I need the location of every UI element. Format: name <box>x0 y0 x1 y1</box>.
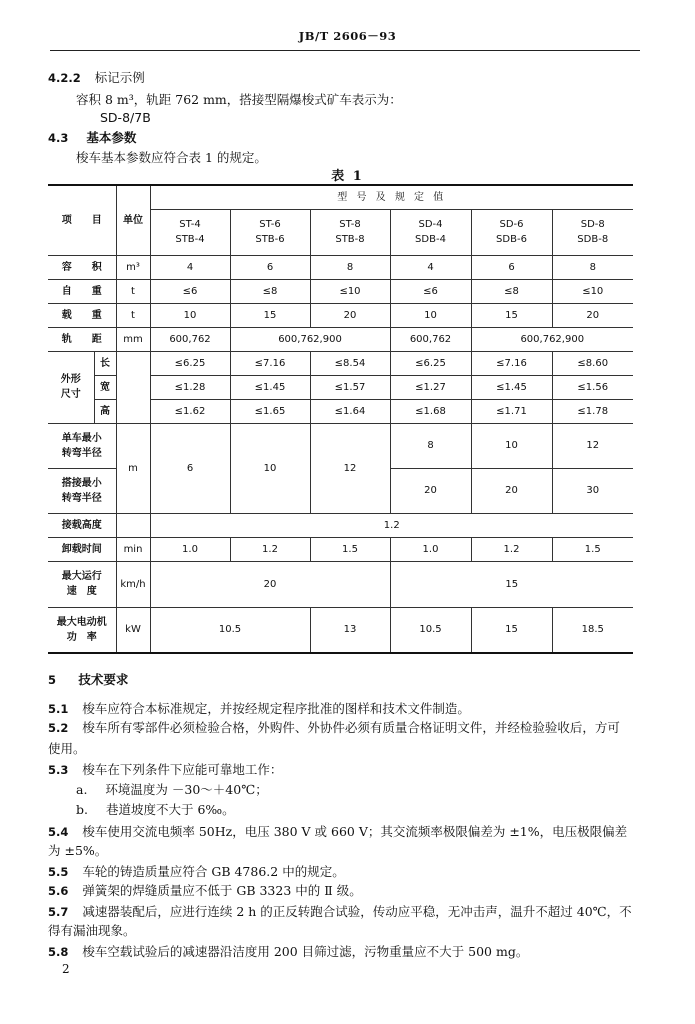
cell: ≤1.78 <box>552 399 633 423</box>
row-label: 自 重 <box>48 279 116 303</box>
parameter-table <box>48 184 633 654</box>
cell: 10.5 <box>150 607 310 653</box>
cell: ≤1.27 <box>390 375 471 399</box>
row-volume <box>48 255 633 279</box>
cell: 600,762,900 <box>471 327 633 351</box>
cell: 12 <box>310 423 390 513</box>
row-unit: m³ <box>116 255 150 279</box>
cell: 10 <box>471 423 552 468</box>
clause-5-2-cont: 使用。 <box>48 741 86 756</box>
row-sublabel: 宽 <box>94 375 116 399</box>
cell: ≤8 <box>230 279 310 303</box>
row-max-speed <box>48 561 633 607</box>
page-number: 2 <box>62 962 70 976</box>
row-load <box>48 303 633 327</box>
list-marker: a. <box>76 782 88 797</box>
cell: 15 <box>471 607 552 653</box>
clause-number: 5.1 <box>48 702 69 716</box>
clause-number: 5.4 <box>48 825 69 839</box>
cell: 10.5 <box>390 607 471 653</box>
cell: ≤1.68 <box>390 399 471 423</box>
cell: 15 <box>471 303 552 327</box>
row-unit: min <box>116 537 150 561</box>
cell: 13 <box>310 607 390 653</box>
clause-5-1 <box>48 699 470 717</box>
marking-example-text: 容积 8 m³，轨距 762 mm，搭接型隔爆梭式矿车表示为： <box>76 92 402 107</box>
row-self-weight <box>48 279 633 303</box>
cell: ≤1.64 <box>310 399 390 423</box>
cell: 1.0 <box>390 537 471 561</box>
model-header: ST-6 STB-6 <box>230 209 310 255</box>
model-header: SD-8 SDB-8 <box>552 209 633 255</box>
cell: ≤6.25 <box>390 351 471 375</box>
cell: 8 <box>310 255 390 279</box>
row-unit <box>116 351 150 423</box>
model-header: ST-4 STB-4 <box>150 209 230 255</box>
header-unit: 单位 <box>116 185 150 255</box>
cell: 1.0 <box>150 537 230 561</box>
clause-5-6 <box>48 881 362 899</box>
cell: 10 <box>230 423 310 513</box>
row-unloading-time <box>48 537 633 561</box>
table-caption: 表 1 <box>331 169 364 184</box>
row-single-turn-radius <box>48 423 633 468</box>
clause-number: 5.7 <box>48 905 69 919</box>
model-header: SD-6 SDB-6 <box>471 209 552 255</box>
clause-5-4 <box>48 822 627 840</box>
clause-text: 梭车使用交流电频率 50Hz，电压 380 V 或 660 V；其交流频率极限偏差为 ±1%，电压极限偏差 <box>82 824 628 839</box>
cell: 1.2 <box>150 513 633 537</box>
row-unit: mm <box>116 327 150 351</box>
clause-text: 弹簧架的焊缝质量应不低于 GB 3323 中的 Ⅱ 级。 <box>82 883 362 898</box>
cell: 12 <box>552 423 633 468</box>
row-label: 轨 距 <box>48 327 116 351</box>
cell: 20 <box>471 468 552 513</box>
clause-5-2 <box>48 718 620 736</box>
cell: ≤10 <box>552 279 633 303</box>
row-unit: m <box>116 423 150 513</box>
list-marker: b. <box>76 802 88 817</box>
cell: 30 <box>552 468 633 513</box>
row-unit: t <box>116 303 150 327</box>
section-title: 标记示例 <box>94 70 145 85</box>
clause-5-5 <box>48 862 345 880</box>
header-item: 项 目 <box>48 185 116 255</box>
header-model-group: 型 号 及 规 定 值 <box>150 185 633 209</box>
row-label: 容 积 <box>48 255 116 279</box>
clause-text: 梭车所有零部件必须检验合格，外购件、外协件必须有质量合格证明文件，并经检验验收后，方可 <box>82 720 620 735</box>
document-code-header: JB/T 2606－93 <box>298 29 397 43</box>
cell: ≤1.71 <box>471 399 552 423</box>
clause-number: 5.6 <box>48 884 69 898</box>
clause-5-7-cont: 得有漏油现象。 <box>48 923 136 938</box>
row-unit: t <box>116 279 150 303</box>
cell: 4 <box>150 255 230 279</box>
row-unit: km/h <box>116 561 150 607</box>
clause-5-4-cont: 为 ±5%。 <box>48 843 108 858</box>
row-unit <box>116 513 150 537</box>
cell: ≤6.25 <box>150 351 230 375</box>
section-title: 技术要求 <box>78 672 129 687</box>
row-length <box>48 351 633 375</box>
cell: ≤6 <box>150 279 230 303</box>
clause-5-7 <box>48 902 632 920</box>
model-header: ST-8 STB-8 <box>310 209 390 255</box>
section-number: 4.2.2 <box>48 71 81 85</box>
cell: ≤8.60 <box>552 351 633 375</box>
cell: 1.5 <box>310 537 390 561</box>
clause-text: 梭车应符合本标准规定，并按经规定程序批准的图样和技术文件制造。 <box>82 701 470 716</box>
row-label: 接载高度 <box>48 513 116 537</box>
row-sublabel: 长 <box>94 351 116 375</box>
row-label: 搭接最小 转弯半径 <box>48 468 116 513</box>
cell: 20 <box>552 303 633 327</box>
cell: ≤1.56 <box>552 375 633 399</box>
cell: 4 <box>390 255 471 279</box>
section-4-2-2-heading <box>48 68 145 86</box>
cell: ≤1.45 <box>230 375 310 399</box>
cell: 20 <box>390 468 471 513</box>
cell: 600,762 <box>150 327 230 351</box>
clause-text: 车轮的铸造质量应符合 GB 4786.2 中的规定。 <box>82 864 345 879</box>
cell: ≤1.57 <box>310 375 390 399</box>
row-max-motor-power <box>48 607 633 653</box>
row-unit: kW <box>116 607 150 653</box>
clause-number: 5.5 <box>48 865 69 879</box>
row-loading-height <box>48 513 633 537</box>
cell: 1.2 <box>471 537 552 561</box>
cell: ≤7.16 <box>471 351 552 375</box>
cell: 1.2 <box>230 537 310 561</box>
section-number: 5 <box>48 673 57 687</box>
cell: ≤1.45 <box>471 375 552 399</box>
section-4-3-heading <box>48 128 136 146</box>
row-label: 载 重 <box>48 303 116 327</box>
cell: 20 <box>150 561 390 607</box>
cell: ≤6 <box>390 279 471 303</box>
clause-5-8 <box>48 942 528 960</box>
cell: 15 <box>390 561 633 607</box>
cell: 6 <box>471 255 552 279</box>
clause-number: 5.3 <box>48 763 69 777</box>
cell: 10 <box>150 303 230 327</box>
cell: 6 <box>150 423 230 513</box>
clause-number: 5.8 <box>48 945 69 959</box>
condition-a <box>76 780 268 798</box>
clause-5-3 <box>48 760 282 778</box>
list-text: 环境温度为 －30～＋40℃； <box>105 782 268 797</box>
cell: 8 <box>552 255 633 279</box>
marking-example-code: SD-8/7B <box>100 110 151 125</box>
cell: 20 <box>310 303 390 327</box>
cell: 10 <box>390 303 471 327</box>
cell: ≤7.16 <box>230 351 310 375</box>
row-label: 卸载时间 <box>48 537 116 561</box>
clause-text: 梭车在下列条件下应能可靠地工作： <box>82 762 283 777</box>
section-4-3-text: 梭车基本参数应符合表 1 的规定。 <box>76 150 267 165</box>
cell: 18.5 <box>552 607 633 653</box>
cell: ≤1.65 <box>230 399 310 423</box>
row-label: 最大电动机 功 率 <box>48 607 116 653</box>
header-rule <box>50 50 640 51</box>
row-gauge <box>48 327 633 351</box>
clause-text: 减速器装配后，应进行连续 2 h 的正反转跑合试验，传动应平稳，无冲击声，温升不超过 40℃，不 <box>82 904 632 919</box>
condition-b <box>76 800 235 818</box>
row-label-dimensions: 外形 尺寸 <box>48 351 94 423</box>
cell: ≤1.28 <box>150 375 230 399</box>
cell: 600,762 <box>390 327 471 351</box>
model-header: SD-4 SDB-4 <box>390 209 471 255</box>
row-sublabel: 高 <box>94 399 116 423</box>
cell: 6 <box>230 255 310 279</box>
list-text: 巷道坡度不大于 6‰。 <box>105 802 235 817</box>
cell: 15 <box>230 303 310 327</box>
clause-number: 5.2 <box>48 721 69 735</box>
cell: 600,762,900 <box>230 327 390 351</box>
cell: 8 <box>390 423 471 468</box>
cell: 1.5 <box>552 537 633 561</box>
cell: ≤1.62 <box>150 399 230 423</box>
clause-text: 梭车空载试验后的减速器沿洁度用 200 目筛过滤，污物重量应不大于 500 mg。 <box>82 944 529 959</box>
row-label: 单车最小 转弯半径 <box>48 423 116 468</box>
section-title: 基本参数 <box>86 130 137 145</box>
cell: ≤8 <box>471 279 552 303</box>
cell: ≤10 <box>310 279 390 303</box>
cell: ≤8.54 <box>310 351 390 375</box>
section-5-heading <box>48 670 128 688</box>
row-label: 最大运行 速 度 <box>48 561 116 607</box>
section-number: 4.3 <box>48 131 69 145</box>
